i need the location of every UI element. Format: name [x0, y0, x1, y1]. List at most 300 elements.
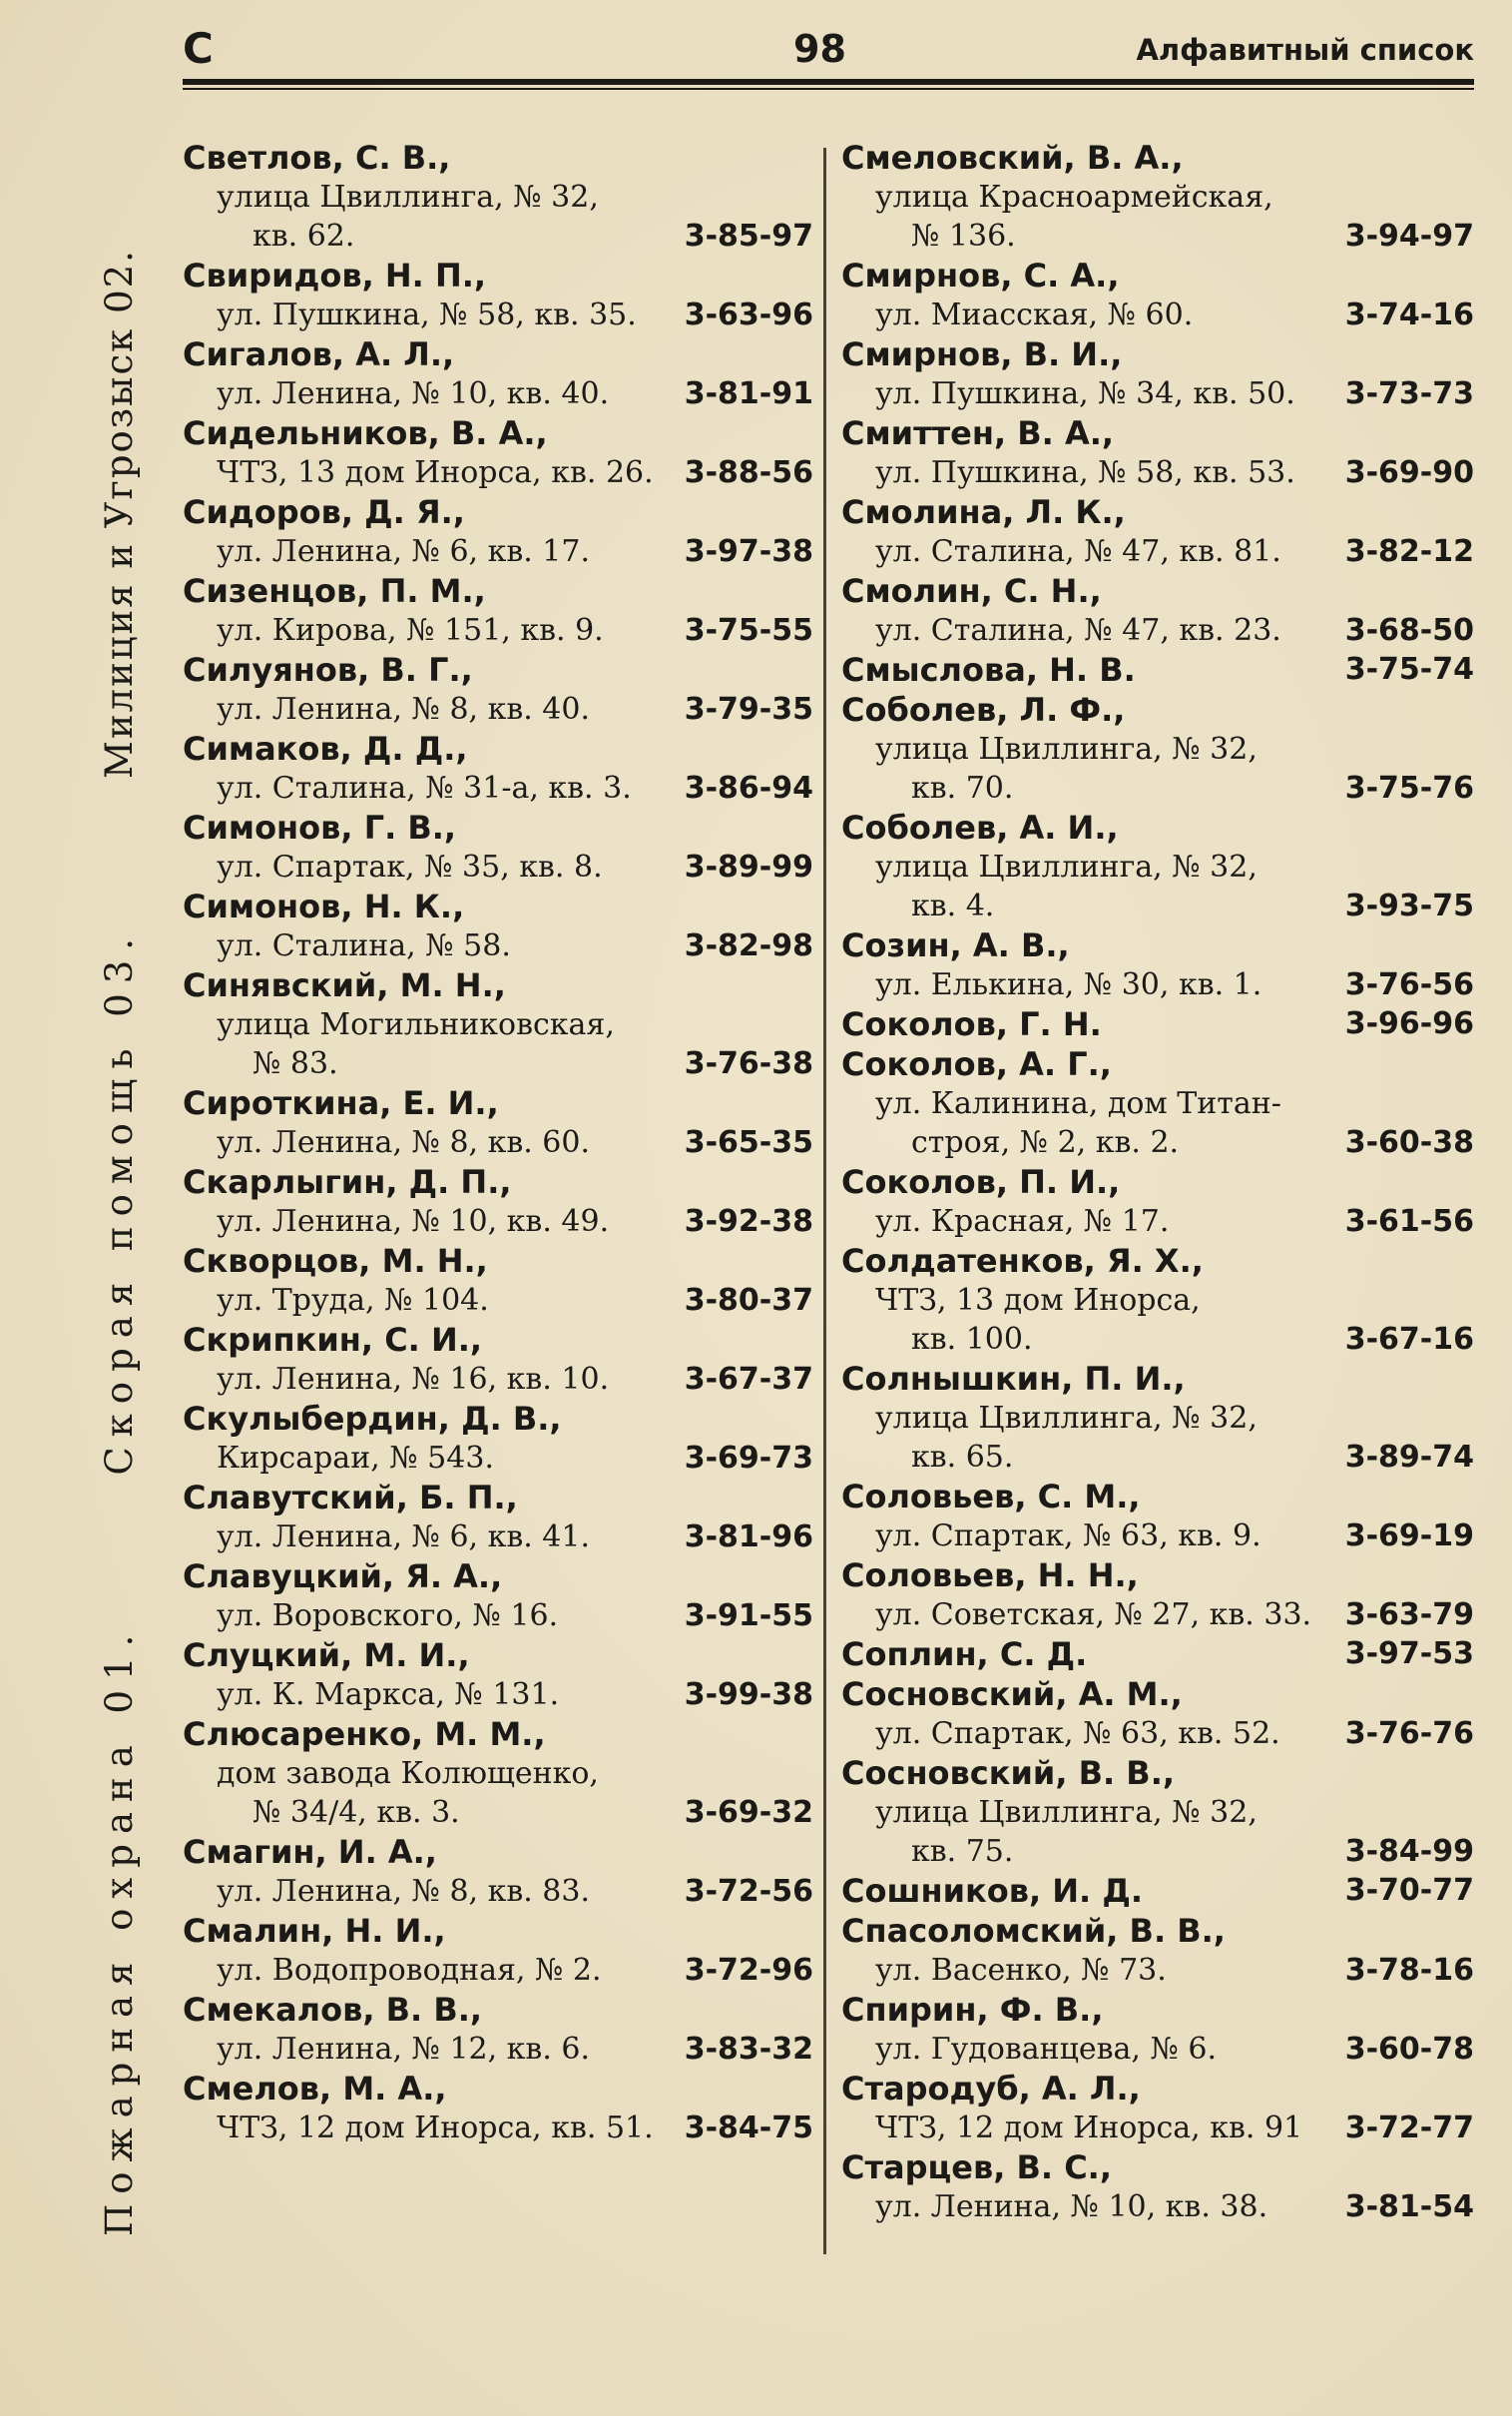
phone-number: 3-84-99: [1344, 1834, 1474, 1869]
subscriber-name: [183, 1635, 813, 1675]
phone-number: 3-76-76: [1344, 1716, 1474, 1751]
directory-entry: [841, 1990, 1474, 2069]
address-line: [183, 1517, 813, 1556]
address-text: ул. Сталина, № 47, кв. 81.: [875, 534, 1281, 569]
subscriber-name-text: Соловьев, С. М.,: [841, 1478, 1141, 1515]
subscriber-name: [183, 729, 813, 769]
subscriber-name: [841, 690, 1474, 730]
address-line: [183, 690, 813, 729]
subscriber-name: [841, 256, 1474, 296]
subscriber-name-text: Смекалов, В. В.,: [183, 1991, 483, 2029]
directory-entry: [183, 965, 813, 1083]
phone-number: 3-69-90: [1344, 455, 1474, 490]
page-number: 98: [793, 27, 846, 71]
address-line: [183, 769, 813, 808]
subscriber-name: [183, 492, 813, 532]
address-line: [841, 965, 1474, 1004]
address-text: ул. Гудованцева, № 6.: [875, 2032, 1218, 2067]
directory-entry: [841, 256, 1474, 334]
address-text: ул. Пушкина, № 58, кв. 35.: [217, 298, 637, 332]
subscriber-name-text: Смеловский, В. А.,: [841, 139, 1184, 177]
address-line: [183, 217, 813, 256]
subscriber-name: [183, 1832, 813, 1872]
subscriber-name: [841, 1004, 1474, 1044]
address-text: ул. Водопроводная, № 2.: [217, 1953, 602, 1988]
column-divider: [823, 148, 826, 2254]
subscriber-name-text: Сидельников, В. А.,: [183, 414, 548, 452]
directory-entry: [183, 1162, 813, 1241]
subscriber-name-text: Скворцов, М. Н.,: [183, 1242, 488, 1280]
directory-entry: [183, 1083, 813, 1162]
subscriber-name: [183, 1320, 813, 1360]
phone-number: 3-67-37: [684, 1362, 813, 1397]
subscriber-name-text: Скрипкин, С. И.,: [183, 1321, 483, 1359]
subscriber-name-text: Скулыбердин, Д. В.,: [183, 1400, 562, 1438]
subscriber-name-text: Смалин, Н. И.,: [183, 1912, 446, 1950]
subscriber-name-text: Скарлыгин, Д. П.,: [183, 1163, 512, 1201]
subscriber-name-text: Соболев, Л. Ф.,: [841, 691, 1126, 729]
address-line: [183, 2109, 813, 2147]
subscriber-name: [183, 1399, 813, 1439]
directory-entry: [183, 138, 813, 256]
address-text: улица Красноармейская,: [875, 180, 1273, 215]
subscriber-name: [841, 1990, 1474, 2030]
subscriber-name-text: Симаков, Д. Д.,: [183, 730, 468, 768]
directory-entry: [841, 492, 1474, 571]
address-line: [841, 1202, 1474, 1241]
phone-number: 3-76-38: [684, 1046, 813, 1081]
phone-number: 3-78-16: [1344, 1953, 1474, 1988]
subscriber-name: [841, 2147, 1474, 2187]
address-line: [183, 1123, 813, 1162]
subscriber-name: [841, 1911, 1474, 1951]
address-text: ул. Сталина, № 58.: [217, 928, 511, 963]
address-text: ЧТЗ, 13 дом Инорса, кв. 26.: [217, 455, 654, 490]
directory-entry: [183, 334, 813, 413]
subscriber-name: [183, 1714, 813, 1754]
directory-entry: [841, 1753, 1474, 1871]
subscriber-name-text: Смиттен, В. А.,: [841, 414, 1115, 452]
phone-number: 3-99-38: [684, 1677, 813, 1712]
phone-number: 3-76-56: [1344, 967, 1474, 1002]
phone-number: 3-69-19: [1344, 1518, 1474, 1553]
phone-number: 3-63-79: [1344, 1597, 1474, 1632]
address-text: ул. Сталина, № 47, кв. 23.: [875, 613, 1281, 648]
subscriber-name-text: Смолин, С. Н.,: [841, 572, 1102, 610]
subscriber-name: [841, 2069, 1474, 2109]
address-line: [841, 1123, 1474, 1162]
address-line: [183, 178, 813, 217]
header-rule-thin: [183, 88, 1474, 90]
subscriber-name-text: Солнышкин, П. И.,: [841, 1360, 1186, 1398]
directory-entry: [841, 808, 1474, 925]
subscriber-name: [183, 334, 813, 374]
address-text: ул. Труда, № 104.: [217, 1283, 489, 1318]
directory-entry: [841, 1555, 1474, 1634]
address-line: [183, 1793, 813, 1832]
subscriber-name: [183, 1083, 813, 1123]
subscriber-name: [841, 1634, 1474, 1674]
subscriber-name: [183, 1911, 813, 1951]
subscriber-name-text: Смирнов, В. И.,: [841, 335, 1123, 373]
phone-number: 3-72-56: [684, 1874, 813, 1909]
address-line: [841, 848, 1474, 887]
section-letter: С: [183, 24, 214, 73]
subscriber-name: [183, 1556, 813, 1596]
address-text: ЧТЗ, 12 дом Инорса, кв. 51.: [217, 2111, 654, 2145]
address-text: улица Могильниковская,: [217, 1007, 615, 1042]
address-text: ЧТЗ, 13 дом Инорса,: [875, 1283, 1201, 1318]
address-line: [183, 453, 813, 492]
address-line: [841, 1793, 1474, 1832]
directory-entry: [183, 1990, 813, 2069]
address-line: [841, 1832, 1474, 1871]
address-line: [841, 1281, 1474, 1320]
subscriber-name-text: Слюсаренко, М. М.,: [183, 1715, 546, 1753]
phone-number: 3-89-99: [684, 850, 813, 885]
subscriber-name-text: Слуцкий, М. И.,: [183, 1636, 470, 1674]
subscriber-name-text: Светлов, С. В.,: [183, 139, 451, 177]
address-text: ул. Васенко, № 73.: [875, 1953, 1167, 1988]
subscriber-name-text: Сосновский, А. М.,: [841, 1675, 1183, 1713]
directory-entry: [841, 138, 1474, 256]
address-line: [183, 1675, 813, 1714]
address-text: улица Цвиллинга, № 32,: [875, 1401, 1258, 1436]
address-line: [183, 532, 813, 571]
subscriber-name-text: Спирин, Ф. В.,: [841, 1991, 1104, 2029]
directory-entry: [183, 1556, 813, 1635]
address-text: № 83.: [252, 1046, 338, 1081]
subscriber-name-text: Соловьев, Н. Н.,: [841, 1556, 1139, 1594]
phone-number: 3-81-96: [684, 1519, 813, 1554]
phone-number: 3-96-96: [1344, 1006, 1474, 1041]
address-text: Кирсараи, № 543.: [217, 1441, 494, 1476]
subscriber-name-text: Свиридов, Н. П.,: [183, 257, 487, 295]
address-line: [183, 1005, 813, 1044]
address-line: [183, 1951, 813, 1990]
address-text: ул. Советская, № 27, кв. 33.: [875, 1597, 1312, 1632]
address-line: [841, 1714, 1474, 1753]
subscriber-name: [841, 1241, 1474, 1281]
subscriber-name-text: Сошников, И. Д.: [841, 1872, 1143, 1910]
address-text: ул. Пушкина, № 34, кв. 50.: [875, 376, 1295, 411]
phone-number: 3-79-35: [684, 692, 813, 727]
address-text: ул. Спартак, № 63, кв. 52.: [875, 1716, 1280, 1751]
phone-number: 3-61-56: [1344, 1204, 1474, 1239]
phone-number: 3-83-32: [684, 2032, 813, 2067]
subscriber-name: [841, 413, 1474, 453]
subscriber-name-text: Сигалов, А. Л.,: [183, 335, 455, 373]
address-text: ул. Ленина, № 16, кв. 10.: [217, 1362, 610, 1397]
phone-number: 3-82-98: [684, 928, 813, 963]
phone-number: 3-82-12: [1344, 534, 1474, 569]
address-text: кв. 70.: [911, 771, 1014, 806]
subscriber-name-text: Сидоров, Д. Я.,: [183, 493, 465, 531]
address-line: [841, 611, 1474, 650]
address-line: [841, 730, 1474, 769]
subscriber-name: [183, 808, 813, 848]
phone-number: 3-97-38: [684, 534, 813, 569]
directory-entry: [841, 925, 1474, 1004]
right-column: [841, 138, 1474, 2226]
phone-number: 3-80-37: [684, 1283, 813, 1318]
directory-entry: [183, 808, 813, 887]
directory-entry: [841, 2147, 1474, 2226]
subscriber-name: [841, 571, 1474, 611]
address-line: [841, 532, 1474, 571]
directory-entry: [841, 1634, 1474, 1674]
address-text: кв. 4.: [911, 889, 995, 923]
subscriber-name-text: Созин, А. В.,: [841, 926, 1070, 964]
address-text: ул. Ленина, № 8, кв. 60.: [217, 1125, 591, 1160]
phone-number: 3-74-16: [1344, 298, 1474, 332]
address-text: кв. 75.: [911, 1834, 1014, 1869]
phone-number: 3-88-56: [684, 455, 813, 490]
address-text: ул. Калинина, дом Титан-: [875, 1086, 1281, 1121]
phone-number: 3-72-96: [684, 1953, 813, 1988]
ambulance-note: Скорая помощь 03.: [98, 927, 141, 1476]
phone-number: 3-60-78: [1344, 2032, 1474, 2067]
emergency-numbers-margin: [88, 240, 152, 2236]
address-text: кв. 65.: [911, 1440, 1014, 1475]
phone-number: 3-75-76: [1344, 771, 1474, 806]
directory-entry: [841, 571, 1474, 650]
subscriber-name-text: Силуянов, В. Г.,: [183, 651, 473, 689]
address-line: [183, 1439, 813, 1478]
address-text: кв. 100.: [911, 1322, 1033, 1357]
subscriber-name-text: Соболев, А. И.,: [841, 809, 1119, 847]
subscriber-name: [841, 1359, 1474, 1399]
address-line: [183, 1044, 813, 1083]
address-line: [183, 611, 813, 650]
address-line: [841, 1595, 1474, 1634]
page-title: Алфавитный список: [1136, 33, 1474, 67]
directory-entry: [841, 2069, 1474, 2147]
address-line: [841, 769, 1474, 808]
address-line: [183, 848, 813, 887]
directory-entry: [841, 1044, 1474, 1162]
directory-entry: [841, 1162, 1474, 1241]
header-rule: [183, 79, 1474, 85]
subscriber-name: [841, 1871, 1474, 1911]
address-text: ул. Воровского, № 16.: [217, 1598, 559, 1633]
subscriber-name: [183, 650, 813, 690]
subscriber-name-text: Солдатенков, Я. Х.,: [841, 1242, 1204, 1280]
subscriber-name: [183, 1478, 813, 1517]
subscriber-name-text: Сироткина, Е. И.,: [183, 1084, 499, 1122]
subscriber-name-text: Сизенцов, П. М.,: [183, 572, 486, 610]
subscriber-name-text: Сосновский, В. В.,: [841, 1754, 1175, 1792]
phone-number: 3-75-74: [1344, 652, 1474, 687]
directory-entry: [841, 1911, 1474, 1990]
address-line: [841, 217, 1474, 256]
directory-entry: [183, 887, 813, 965]
directory-entry: [183, 1320, 813, 1399]
address-line: [841, 296, 1474, 334]
address-line: [841, 1084, 1474, 1123]
phone-number: 3-84-75: [684, 2111, 813, 2145]
subscriber-name: [183, 571, 813, 611]
address-line: [183, 1281, 813, 1320]
directory-entry: [841, 1004, 1474, 1044]
directory-entry: [183, 1241, 813, 1320]
address-line: [183, 926, 813, 965]
phone-number: 3-93-75: [1344, 889, 1474, 923]
police-note: Милиция и Угрозыск 02.: [98, 249, 141, 779]
address-text: улица Цвиллинга, № 32,: [217, 180, 599, 215]
subscriber-name-text: Симонов, Г. В.,: [183, 809, 457, 847]
directory-entry: [183, 256, 813, 334]
subscriber-name-text: Соплин, С. Д.: [841, 1635, 1088, 1673]
directory-entry: [183, 1478, 813, 1556]
subscriber-name: [841, 1674, 1474, 1714]
directory-entry: [841, 1674, 1474, 1753]
subscriber-name: [841, 925, 1474, 965]
subscriber-name-text: Смагин, И. А.,: [183, 1833, 437, 1871]
address-line: [841, 1516, 1474, 1555]
directory-entry: [183, 729, 813, 808]
address-text: ул. Миасская, № 60.: [875, 298, 1194, 332]
address-line: [841, 1438, 1474, 1477]
subscriber-name-text: Смелов, М. А.,: [183, 2070, 447, 2108]
phone-number: 3-68-50: [1344, 613, 1474, 648]
directory-entry: [841, 690, 1474, 808]
address-text: ул. Ленина, № 6, кв. 41.: [217, 1519, 591, 1554]
directory-entry: [841, 650, 1474, 690]
directory-entry: [183, 1399, 813, 1478]
phone-number: 3-92-38: [684, 1204, 813, 1239]
subscriber-name: [841, 808, 1474, 848]
address-line: [183, 2030, 813, 2069]
directory-entry: [183, 2069, 813, 2147]
directory-entry: [183, 492, 813, 571]
directory-entry: [183, 413, 813, 492]
address-line: [183, 1202, 813, 1241]
subscriber-name: [183, 2069, 813, 2109]
phone-number: 3-60-38: [1344, 1125, 1474, 1160]
address-line: [183, 1360, 813, 1399]
subscriber-name-text: Смыслова, Н. В.: [841, 651, 1136, 689]
phone-number: 3-85-97: [684, 219, 813, 254]
address-text: ул. Ленина, № 10, кв. 38.: [875, 2189, 1268, 2224]
fire-service-note: Пожарная охрана 01.: [98, 1624, 141, 2236]
address-text: дом завода Колющенко,: [217, 1756, 599, 1791]
directory-entry: [841, 1871, 1474, 1911]
directory-entry: [183, 1635, 813, 1714]
phone-number: 3-94-97: [1344, 219, 1474, 254]
address-text: ул. Спартак, № 63, кв. 9.: [875, 1518, 1261, 1553]
address-text: ул. Ленина, № 10, кв. 49.: [217, 1204, 610, 1239]
phone-number: 3-73-73: [1344, 376, 1474, 411]
subscriber-name-text: Старцев, В. С.,: [841, 2148, 1112, 2186]
address-text: ул. К. Маркса, № 131.: [217, 1677, 560, 1712]
phone-number: 3-63-96: [684, 298, 813, 332]
subscriber-name: [841, 1044, 1474, 1084]
phone-number: 3-81-54: [1344, 2189, 1474, 2224]
phone-number: 3-65-35: [684, 1125, 813, 1160]
subscriber-name: [183, 1990, 813, 2030]
subscriber-name: [841, 1555, 1474, 1595]
subscriber-name: [183, 256, 813, 296]
subscriber-name: [183, 1162, 813, 1202]
address-line: [183, 296, 813, 334]
address-text: ЧТЗ, 12 дом Инорса, кв. 91: [875, 2111, 1303, 2145]
phone-number: 3-70-77: [1344, 1873, 1474, 1908]
address-line: [841, 2030, 1474, 2069]
directory-entry: [841, 1477, 1474, 1555]
address-line: [841, 887, 1474, 925]
address-line: [841, 1320, 1474, 1359]
subscriber-name: [841, 650, 1474, 690]
phone-number: 3-75-55: [684, 613, 813, 648]
phone-number: 3-89-74: [1344, 1440, 1474, 1475]
subscriber-name: [183, 413, 813, 453]
address-text: кв. 62.: [252, 219, 355, 254]
directory-entry: [183, 650, 813, 729]
address-text: строя, № 2, кв. 2.: [911, 1125, 1180, 1160]
address-line: [841, 2187, 1474, 2226]
directory-entry: [841, 413, 1474, 492]
address-line: [841, 2109, 1474, 2147]
subscriber-name-text: Синявский, М. Н.,: [183, 966, 506, 1004]
subscriber-name-text: Спасоломский, В. В.,: [841, 1912, 1226, 1950]
address-text: ул. Ленина, № 6, кв. 17.: [217, 534, 591, 569]
phone-number: 3-69-32: [684, 1795, 813, 1830]
address-text: № 34/4, кв. 3.: [252, 1795, 460, 1830]
subscriber-name: [841, 1477, 1474, 1516]
address-line: [841, 374, 1474, 413]
address-line: [183, 1754, 813, 1793]
subscriber-name-text: Смирнов, С. А.,: [841, 257, 1120, 295]
subscriber-name: [841, 492, 1474, 532]
address-line: [841, 1951, 1474, 1990]
subscriber-name-text: Славуцкий, Я. А.,: [183, 1557, 503, 1595]
page-header: [183, 24, 1474, 84]
address-text: ул. Елькина, № 30, кв. 1.: [875, 967, 1262, 1002]
directory-entry: [841, 334, 1474, 413]
subscriber-name: [183, 965, 813, 1005]
left-column: [183, 138, 813, 2147]
subscriber-name-text: Славутский, Б. П.,: [183, 1479, 518, 1516]
address-text: ул. Ленина, № 8, кв. 83.: [217, 1874, 591, 1909]
subscriber-name: [841, 1162, 1474, 1202]
subscriber-name: [183, 1241, 813, 1281]
address-line: [841, 178, 1474, 217]
address-line: [841, 453, 1474, 492]
address-text: ул. Спартак, № 35, кв. 8.: [217, 850, 603, 885]
subscriber-name: [841, 334, 1474, 374]
address-text: № 136.: [911, 219, 1016, 254]
subscriber-name-text: Симонов, Н. К.,: [183, 888, 465, 925]
subscriber-name-text: Соколов, П. И.,: [841, 1163, 1121, 1201]
subscriber-name: [841, 138, 1474, 178]
directory-entry: [841, 1241, 1474, 1359]
address-text: ул. Ленина, № 10, кв. 40.: [217, 376, 610, 411]
subscriber-name-text: Стародуб, А. Л.,: [841, 2070, 1141, 2108]
address-text: ул. Кирова, № 151, кв. 9.: [217, 613, 604, 648]
phone-number: 3-91-55: [684, 1598, 813, 1633]
address-text: ул. Пушкина, № 58, кв. 53.: [875, 455, 1295, 490]
phone-number: 3-97-53: [1344, 1636, 1474, 1671]
subscriber-name: [183, 138, 813, 178]
address-text: улица Цвиллинга, № 32,: [875, 1795, 1258, 1830]
directory-entry: [183, 1832, 813, 1911]
directory-entry: [841, 1359, 1474, 1477]
directory-entry: [183, 571, 813, 650]
phone-number: 3-67-16: [1344, 1322, 1474, 1357]
address-text: улица Цвиллинга, № 32,: [875, 732, 1258, 767]
phone-number: 3-86-94: [684, 771, 813, 806]
